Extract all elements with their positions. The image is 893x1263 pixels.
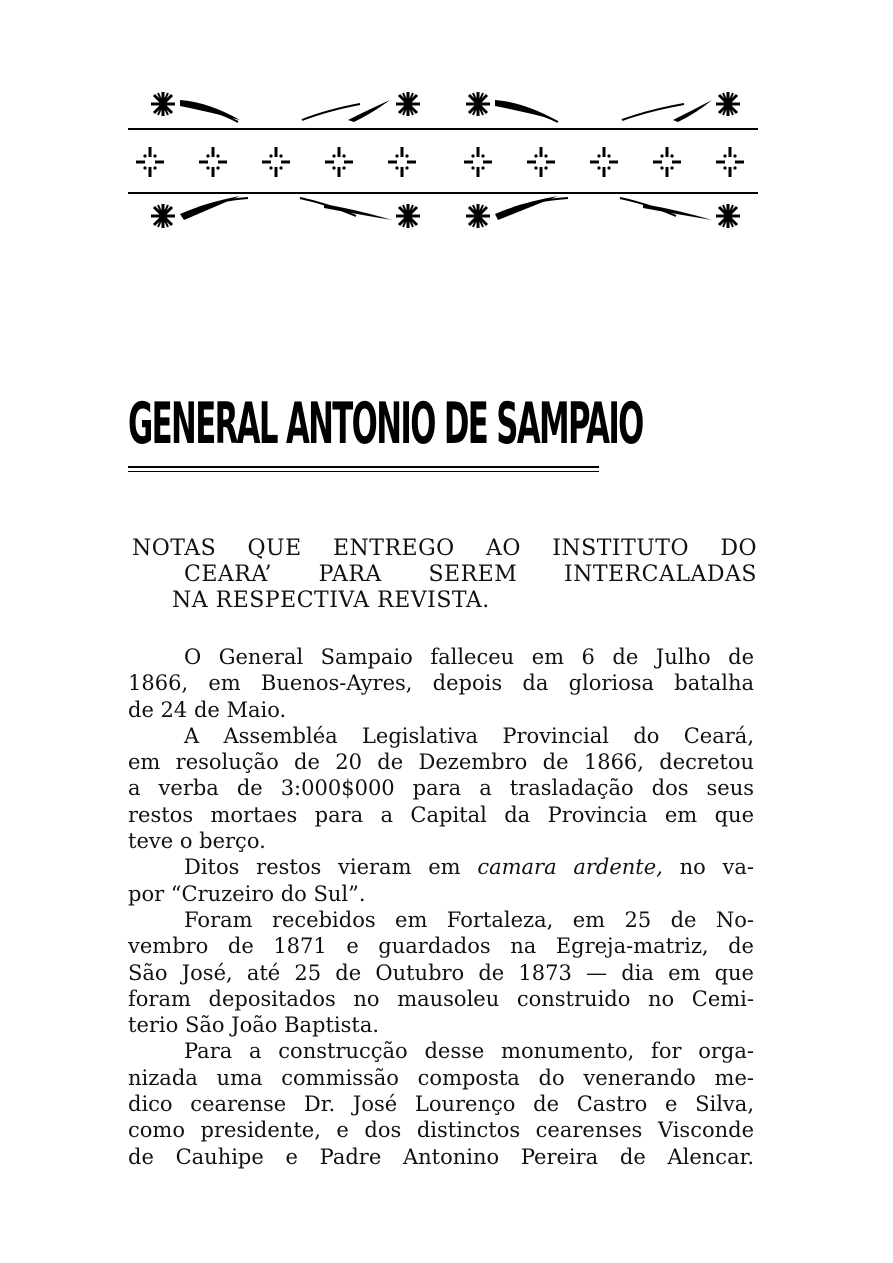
heading-line: NOTAS QUE ENTREGO AO INSTITUTO DO (132, 536, 757, 561)
text-line: dico cearense Dr. José Lourenço de Castro e Silva, (128, 1092, 754, 1117)
text-line: como presidente, e dos distinctos cearenses Visconde (128, 1118, 754, 1143)
text-line: teve o berço. (128, 829, 266, 854)
text-line: O General Sampaio falleceu em 6 de Julho de (184, 645, 754, 669)
section-heading (132, 536, 757, 614)
text-line: de 24 de Maio. (128, 697, 287, 722)
body-text (128, 644, 754, 1170)
floral-ornament-header (128, 86, 758, 236)
title-underline (128, 466, 599, 468)
page-title: GENERAL ANTONIO DE SAMPAIO (128, 391, 643, 457)
text-line: nizada uma commissão composta do venerando me- (128, 1065, 754, 1090)
text-line: terio São João Baptista. (128, 1013, 380, 1038)
text-segment: Ditos restos vieram em (184, 855, 478, 880)
text-line: em resolução de 20 de Dezembro de 1866, decretou (128, 750, 754, 775)
heading-line: NA RESPECTIVA REVISTA. (172, 588, 490, 613)
title-underline-thin (128, 471, 599, 472)
text-line: de Cauhipe e Padre Antonino Pereira de Alencar. (128, 1144, 754, 1169)
italic-phrase: camara ardente, (477, 855, 663, 880)
text-segment: no va- (662, 855, 755, 880)
text-line: Para a construcção desse monumento, for orga- (184, 1039, 754, 1064)
text-line (128, 854, 754, 880)
text-line: São José, até 25 de Outubro de 1873 — dia em que (128, 960, 754, 985)
text-line: A Assembléa Legislativa Provincial do Ceará, (184, 723, 754, 748)
text-line: por “Cruzeiro do Sul”. (128, 881, 366, 906)
text-line: a verba de 3:000$000 para a trasladação dos seus (128, 776, 754, 801)
text-line: vembro de 1871 e guardados na Egreja-matriz, de (128, 934, 754, 959)
text-line: 1866, em Buenos-Ayres, depois da gloriosa batalha (128, 671, 754, 696)
text-line: foram depositados no mausoleu construido no Cemi- (128, 986, 754, 1011)
heading-line: CEARA’ PARA SEREM INTERCALADAS (184, 562, 757, 587)
text-line: Foram recebidos em Fortaleza, em 25 de No- (184, 907, 754, 932)
text-line: restos mortaes para a Capital da Provincia em que (128, 802, 754, 827)
